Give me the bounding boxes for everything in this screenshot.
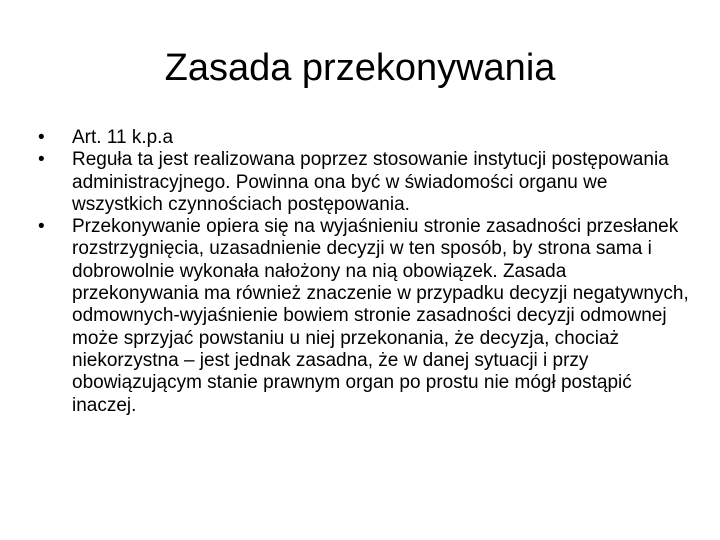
bullet-dot-icon: • bbox=[38, 127, 45, 148]
bullet-dot-icon: • bbox=[38, 216, 45, 238]
slide-title: Zasada przekonywania bbox=[164, 47, 556, 89]
bullet-item-article bbox=[36, 127, 696, 149]
bullet-text: Art. 11 k.p.a bbox=[72, 127, 174, 148]
bullet-dot-icon: • bbox=[38, 149, 45, 171]
bullet-item-persuasion bbox=[36, 216, 696, 417]
bullet-list bbox=[36, 127, 696, 417]
bullet-text: Przekonywanie opiera się na wyjaśnieniu stronie zasadności przesłanek rozstrzygnięcia, uzasadnienie decyzji w ten sposób, by strona sama i dobrowolnie wykonała nałożony na nią obowiązek. Zasada przekonywania ma również znaczenie w przypadku decyzji negatywnych, odmownych-wyjaśnienie bowiem stronie zasadności decyzji odmownej może sprzyjać powstaniu u niej przekonania, że decyzja, chociaż niekorzystna – jest jednak zasadna, że w danej sytuacji i przy obowiązującym stanie prawnym organ po prostu nie mógł postąpić inaczej. bbox=[72, 216, 689, 416]
bullet-item-rule bbox=[36, 149, 696, 216]
bullet-text: Reguła ta jest realizowana poprzez stosowanie instytucji postępowania administracyjnego. Powinna ona być w świadomości organu we wszystkich czynnościach postępowania. bbox=[72, 149, 669, 215]
